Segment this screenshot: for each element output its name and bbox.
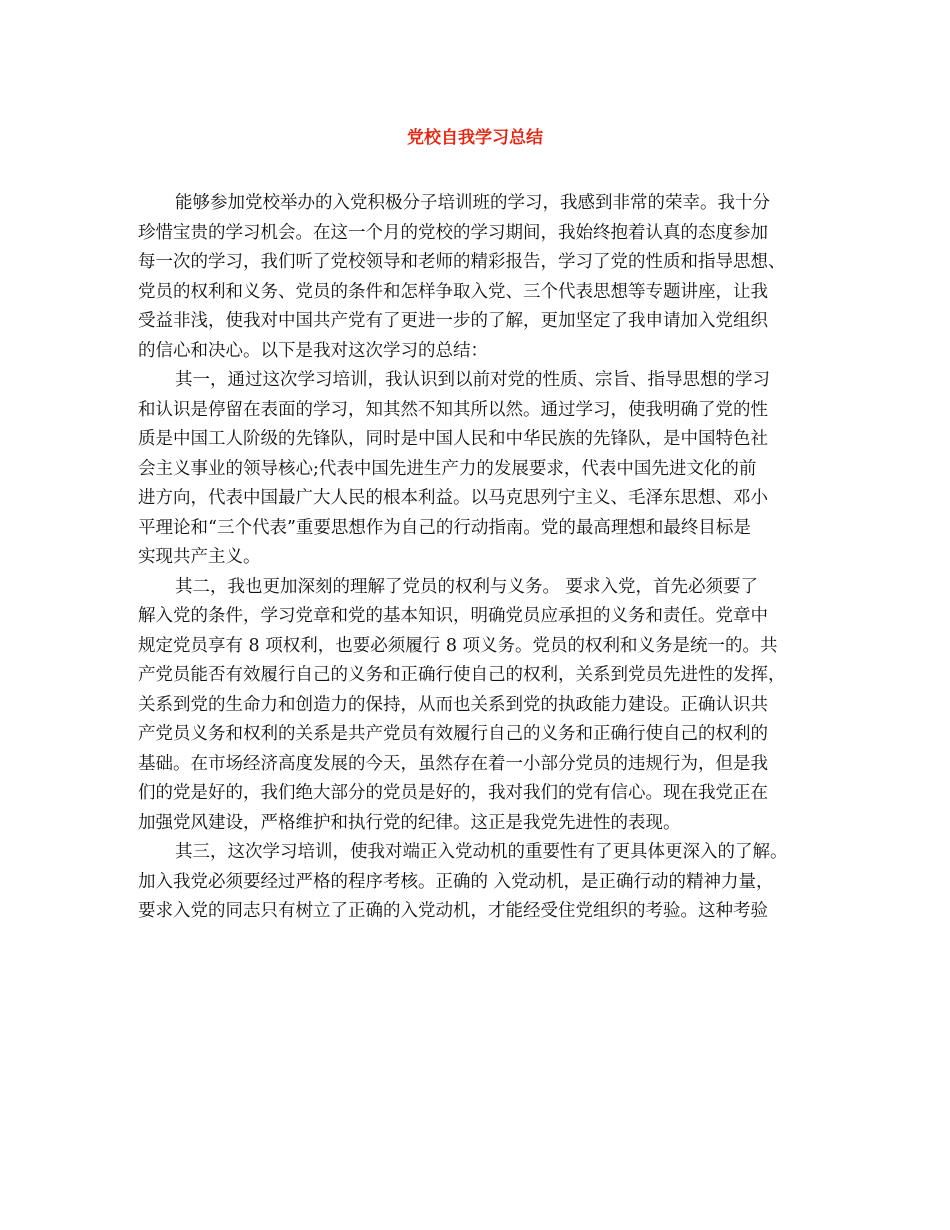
body-text-line: 们的党是好的，我们绝大部分的党员是好的，我对我们的党有信心。现在我党正在 — [138, 783, 768, 803]
body-text-line: 加入我党必须要经过严格的程序考核。正确的 入党动机，是正确行动的精神力量， — [138, 871, 774, 892]
document-body — [138, 189, 818, 927]
body-text-line: 能够参加党校举办的入党积极分子培训班的学习，我感到非常的荣幸。我十分 — [175, 193, 770, 213]
body-text-line: 每一次的学习，我们听了党校领导和老师的精彩报告，学习了党的性质和指导思想、 — [138, 252, 786, 272]
body-text-line: 其一，通过这次学习培训，我认识到以前对党的性质、宗旨、指导思想的学习 — [175, 370, 770, 390]
document-title: 党校自我学习总结 — [407, 128, 543, 148]
body-text-line: 受益非浅，使我对中国共产党有了更进一步的了解，更加坚定了我申请加入党组织 — [138, 311, 768, 331]
body-text-line: 产党员义务和权利的关系是共产党员有效履行自己的义务和正确行使自己的权利的 — [138, 724, 768, 744]
body-text-line: 产党员能否有效履行自己的义务和正确行使自己的权利，关系到党员先进性的发挥， — [138, 665, 786, 685]
body-text-line: 党员的权利和义务、党员的条件和怎样争取入党、三个代表思想等专题讲座，让我 — [138, 281, 768, 302]
body-text-line: 和认识是停留在表面的学习，知其然不知其所以然。通过学习，使我明确了党的性 — [138, 399, 768, 420]
body-text-line: 其二，我也更加深刻的理解了党员的权利与义务。 要求入党，首先必须要了 — [175, 576, 759, 597]
body-text-line: 珍惜宝贵的学习机会。在这一个月的党校的学习期间，我始终抱着认真的态度参加 — [138, 222, 768, 243]
body-text-line: 实现共产主义。 — [138, 547, 261, 567]
body-text-line: 解入党的条件，学习党章和党的基本知识，明确党员应承担的义务和责任。党章中 — [138, 606, 768, 626]
body-text-line: 加强党风建设，严格维护和执行党的纪律。这正是我党先进性的表现。 — [138, 812, 681, 833]
body-text-line: 进方向，代表中国最广大人民的根本利益。以马克思列宁主义、毛泽东思想、邓小 — [138, 488, 768, 508]
body-text-line: 质是中国工人阶级的先锋队，同时是中国人民和中华民族的先锋队，是中国特色社 — [138, 429, 768, 449]
body-text-line: 基础。在市场经济高度发展的今天，虽然存在着一小部分党员的违规行为，但是我 — [138, 753, 768, 774]
body-text-line: 规定党员享有 8 项权利，也要必须履行 8 项义务。党员的权利和义务是统一的。共 — [138, 635, 778, 656]
body-text-line: 的信心和决心。以下是我对这次学习的总结： — [138, 340, 488, 361]
body-text-line: 其三，这次学习培训，使我对端正入党动机的重要性有了更具体更深入的了解。 — [175, 842, 788, 862]
body-text-line: 要求入党的同志只有树立了正确的入党动机，才能经受住党组织的考验。这种考验 — [138, 901, 768, 921]
body-text-line: 平理论和“三个代表”重要思想作为自己的行动指南。党的最高理想和最终目标是 — [138, 517, 751, 538]
body-text-line: 会主义事业的领导核心;代表中国先进生产力的发展要求，代表中国先进文化的前 — [138, 458, 757, 479]
body-text-line: 关系到党的生命力和创造力的保持，从而也关系到党的执政能力建设。正确认识共 — [138, 694, 768, 715]
